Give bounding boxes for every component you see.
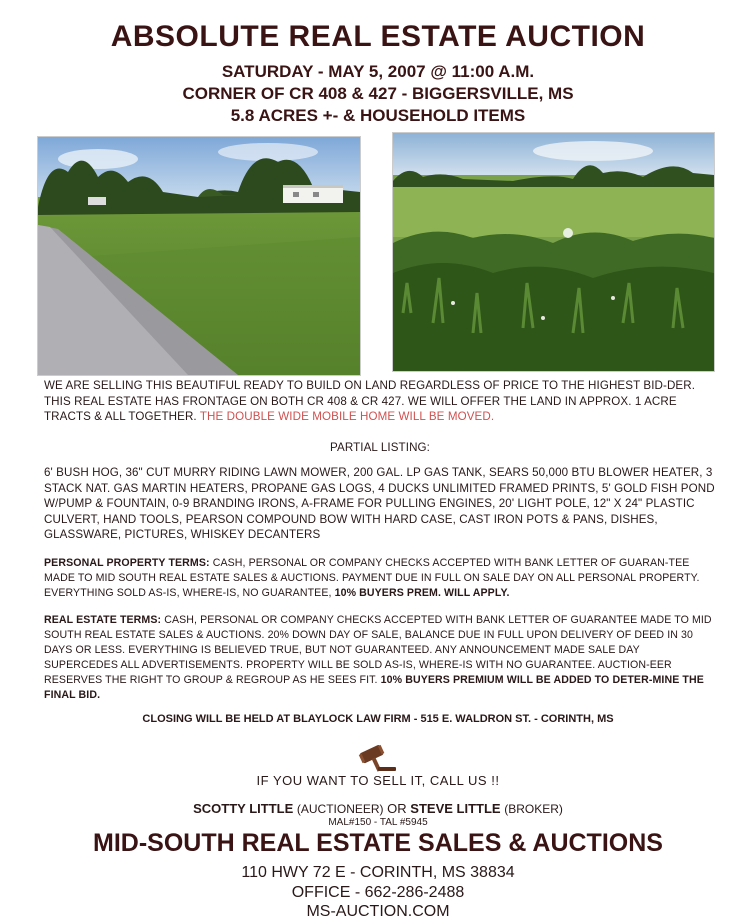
partial-listing-items: 6' BUSH HOG, 36" CUT MURRY RIDING LAWN MOWER, 200 GAL. LP GAS TANK, SEARS 50,000 BTU BLOWER HEATER, 3 STACK NAT. GAS MARTIN HEATERS, PROPANE GAS LOGS, 4 DUCKS UNLIMITED FRAMED PRINTS, 5' GOLD FISH POND W/PUMP & FOUNTAIN, 0-9 BRANDING IRONS, A-FRAME FOR PULLING ENGINES, 20' LIGHT POLE, 12" X 24" PLASTIC CULVERT, HAND TOOLS, PEARSON COMPOUND BOW WITH HARD CASE, CAST IRON POTS & PANS, DISHES, GLASSWARE, PICTURES, WHISKEY DECANTERS bbox=[44, 466, 715, 541]
company-name: MID-SOUTH REAL ESTATE SALES & AUCTIONS bbox=[93, 829, 663, 857]
mobile-home-notice: THE DOUBLE WIDE MOBILE HOME WILL BE MOVED. bbox=[199, 410, 495, 423]
auction-acreage: 5.8 ACRES +- & HOUSEHOLD ITEMS bbox=[230, 106, 526, 125]
contact-names bbox=[0, 801, 756, 816]
company-address: 110 HWY 72 E - CORINTH, MS 38834 bbox=[241, 864, 515, 881]
field-image bbox=[393, 133, 714, 371]
license-numbers: MAL#150 - TAL #5945 bbox=[328, 817, 428, 828]
broker-role: (BROKER) bbox=[504, 802, 563, 816]
personal-terms-premium: 10% BUYERS PREM. WILL APPLY. bbox=[334, 587, 510, 599]
auction-location: CORNER OF CR 408 & 427 - BIGGERSVILLE, MS bbox=[182, 84, 574, 103]
company-phone: OFFICE - 662-286-2488 bbox=[291, 884, 465, 901]
contact-joiner: OR bbox=[387, 801, 407, 816]
partial-listing-heading: PARTIAL LISTING: bbox=[330, 441, 430, 454]
closing-location: CLOSING WILL BE HELD AT BLAYLOCK LAW FIRM - 515 E. WALDRON ST. - CORINTH, MS bbox=[142, 713, 614, 725]
road-field-image bbox=[38, 137, 360, 375]
real-estate-terms-label: REAL ESTATE TERMS: bbox=[44, 614, 162, 626]
personal-terms-label: PERSONAL PROPERTY TERMS: bbox=[44, 557, 210, 569]
personal-terms-text: CASH, PERSONAL OR COMPANY CHECKS ACCEPTED WITH BANK LETTER OF GUARAN-TEE MADE TO MID SOUTH REAL ESTATE SALES & AUCTIONS. PAYMENT DUE IN FULL ON SALE DAY ON ALL PERSONAL PROPERTY. EVERYTHING SOLD AS-IS, WHERE-IS, NO GUARANTEE, bbox=[44, 557, 700, 599]
personal-property-terms bbox=[44, 556, 716, 601]
property-photo-field bbox=[392, 132, 715, 372]
auctioneer-name: SCOTTY LITTLE bbox=[193, 801, 294, 816]
auction-date: SATURDAY - MAY 5, 2007 @ 11:00 A.M. bbox=[221, 62, 535, 81]
company-website[interactable]: MS-AUCTION.COM bbox=[306, 903, 450, 920]
real-estate-terms-premium: 10% BUYERS PREMIUM WILL BE ADDED TO DETER-MINE THE FINAL BID. bbox=[44, 674, 704, 701]
real-estate-terms-text: CASH, PERSONAL OR COMPANY CHECKS ACCEPTED WITH BANK LETTER OF GUARANTEE MADE TO MID SOUTH REAL ESTATE SALES & AUCTIONS. 20% DOWN DAY OF SALE, BALANCE DUE IN FULL UPON DELIVERY OF DEED IN 30 DAYS OR LESS. EVERYTHING IS BELIEVED TRUE, BUT NOT GUARANTEED. ANY ANNOUNCEMENT MADE SALE DAY SUPERCEDES ALL ADVERTISEMENTS. PROPERTY WILL BE SOLD AS-IS, WHERE-IS WITH NO GUARANTEE. AUCTION-EER RESERVES THE RIGHT TO GROUP & REGROUP AS HE SEES FIT. bbox=[44, 614, 712, 686]
intro-text: WE ARE SELLING THIS BEAUTIFUL READY TO BUILD ON LAND REGARDLESS OF PRICE TO THE HIGHEST BID-DER. THIS REAL ESTATE HAS FRONTAGE ON BOTH CR 408 & CR 427. WE WILL OFFER THE LAND IN APPROX. 1 ACRE TRACTS & ALL TOGETHER. bbox=[44, 379, 696, 423]
intro-paragraph bbox=[44, 378, 716, 425]
auctioneer-role: (AUCTIONEER) bbox=[296, 802, 384, 816]
gavel-icon bbox=[356, 740, 400, 777]
property-photo-road bbox=[37, 136, 361, 376]
flyer-title: ABSOLUTE REAL ESTATE AUCTION bbox=[110, 20, 646, 53]
real-estate-terms bbox=[44, 613, 716, 703]
call-us-line: IF YOU WANT TO SELL IT, CALL US !! bbox=[256, 773, 500, 788]
broker-name: STEVE LITTLE bbox=[410, 801, 501, 816]
